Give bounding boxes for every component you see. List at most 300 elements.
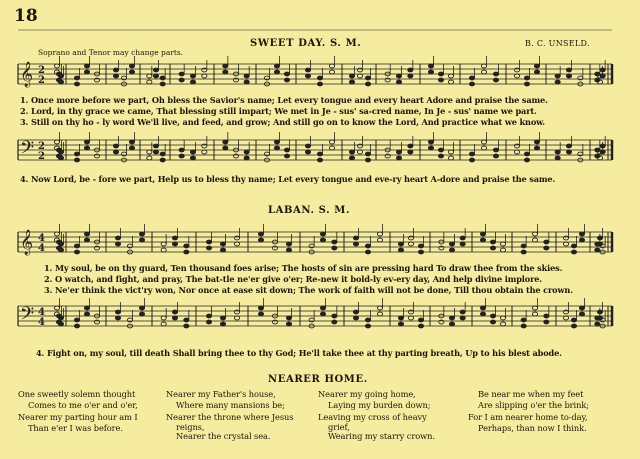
note-head <box>58 80 63 84</box>
hymn1-performance-note: Soprano and Tenor may change parts. <box>38 48 184 57</box>
note-head <box>534 140 539 144</box>
note-head <box>74 324 79 328</box>
note-head <box>493 78 498 82</box>
note-head <box>84 312 89 316</box>
note-head <box>320 232 325 236</box>
note-head <box>184 324 189 328</box>
note-head <box>500 242 505 246</box>
note-head <box>184 244 189 248</box>
note-head <box>418 244 423 248</box>
note-head <box>147 80 152 84</box>
note-head <box>595 248 600 252</box>
note-head <box>396 156 401 160</box>
note-head <box>353 242 358 246</box>
note-head <box>179 154 184 158</box>
note-head <box>398 316 403 320</box>
note-head <box>365 324 370 328</box>
note-head <box>329 146 334 150</box>
page-number: 18 <box>14 6 38 26</box>
note-head <box>190 80 195 84</box>
hymn1-verse-3: 3. Still on thy ho - ly word We'll live, and feed, and grow; And still go on to know the Lord, And practice what we know. <box>20 117 545 127</box>
note-head <box>184 250 189 254</box>
note-head <box>398 242 403 246</box>
note-head <box>428 64 433 68</box>
note-head <box>172 242 177 246</box>
note-head <box>365 82 370 86</box>
poem-line: reigns, <box>176 422 205 433</box>
poem-line: Than e'er I was before. <box>28 423 123 434</box>
poem-stanza-1 <box>18 389 138 435</box>
note-head <box>129 146 134 150</box>
note-head <box>147 74 152 78</box>
note-head <box>571 318 576 322</box>
note-head <box>595 322 600 326</box>
note-head <box>449 316 454 320</box>
note-head <box>58 242 63 246</box>
note-head <box>448 156 453 160</box>
note-head <box>223 70 228 74</box>
poem-line: For I am nearer home to-day, <box>468 411 588 422</box>
note-head <box>274 70 279 74</box>
time-signature-bottom: 2 <box>38 75 45 86</box>
note-head <box>469 152 474 156</box>
note-head <box>579 238 584 242</box>
note-head <box>305 68 310 72</box>
note-head <box>408 68 413 72</box>
note-head <box>284 78 289 82</box>
note-head <box>223 64 228 68</box>
note-head <box>571 244 576 248</box>
note-head <box>129 70 134 74</box>
note-head <box>161 242 166 246</box>
note-head <box>448 150 453 154</box>
note-head <box>58 156 63 160</box>
note-head <box>544 314 549 318</box>
note-head <box>365 158 370 162</box>
note-head <box>286 242 291 246</box>
note-head <box>566 68 571 72</box>
note-head <box>172 236 177 240</box>
note-head <box>115 242 120 246</box>
note-head <box>84 232 89 236</box>
note-head <box>153 74 158 78</box>
note-head <box>493 72 498 76</box>
note-head <box>220 248 225 252</box>
hymn1-verse-2: 2. Lord, in thy grace we came, That blessing still impart; We met in Je - sus' sa-cred name, In Je - sus' name we part. <box>20 106 537 116</box>
hymn1-composer: B. C. UNSELD. <box>525 39 590 48</box>
note-head <box>129 140 134 144</box>
note-head <box>349 80 354 84</box>
note-head <box>317 82 322 86</box>
note-head <box>332 314 337 318</box>
hymn1-verse-1: 1. Once more before we part, Oh bless the Savior's name; Let every tongue and every heart Adore and praise the same. <box>20 95 548 105</box>
note-head <box>532 238 537 242</box>
note-head <box>244 74 249 78</box>
note-head <box>58 316 63 320</box>
note-head <box>58 248 63 252</box>
note-head <box>332 246 337 250</box>
poem-line: Wearing my starry crown. <box>328 431 435 442</box>
note-head <box>438 148 443 152</box>
note-head <box>398 248 403 252</box>
note-head <box>597 236 602 240</box>
note-head <box>190 74 195 78</box>
note-head <box>139 232 144 236</box>
note-head <box>329 140 334 144</box>
note-head <box>153 144 158 148</box>
note-head <box>113 68 118 72</box>
note-head <box>365 152 370 156</box>
note-head <box>566 150 571 154</box>
note-head <box>534 64 539 68</box>
note-head <box>160 152 165 156</box>
note-head <box>206 240 211 244</box>
note-head <box>258 312 263 316</box>
note-head <box>206 246 211 250</box>
note-head <box>396 80 401 84</box>
time-signature-top: 2 <box>38 65 45 76</box>
hymn2-verse-4: 4. Fight on, my soul, till death Shall bring thee to thy God; He'll take thee at thy parting breath, Up to his blest abode. <box>36 348 562 358</box>
note-head <box>274 146 279 150</box>
note-head <box>84 238 89 242</box>
note-head <box>428 140 433 144</box>
note-head <box>365 244 370 248</box>
note-head <box>524 152 529 156</box>
hymn1-title: SWEET DAY. S. M. <box>250 38 362 49</box>
note-head <box>460 316 465 320</box>
note-head <box>579 232 584 236</box>
note-head <box>84 64 89 68</box>
poem-stanza-2 <box>166 389 293 443</box>
note-head <box>563 242 568 246</box>
poem-stanza-3 <box>318 389 435 443</box>
note-head <box>428 70 433 74</box>
note-head <box>481 140 486 144</box>
note-head <box>349 156 354 160</box>
poem-line: Nearer my parting hour am I <box>18 411 138 422</box>
note-head <box>579 306 584 310</box>
note-head <box>438 154 443 158</box>
note-head <box>179 78 184 82</box>
note-head <box>179 148 184 152</box>
note-head <box>532 232 537 236</box>
note-head <box>469 76 474 80</box>
note-head <box>161 316 166 320</box>
note-head <box>74 152 79 156</box>
note-head <box>481 146 486 150</box>
note-head <box>353 316 358 320</box>
note-head <box>161 322 166 326</box>
hymn1-verse-4: 4. Now Lord, be - fore we part, Help us to bless thy name; Let every tongue and eve-ry heart A-dore and praise the same. <box>20 174 556 184</box>
note-head <box>258 306 263 310</box>
note-head <box>258 238 263 242</box>
note-head <box>418 250 423 254</box>
note-head <box>258 232 263 236</box>
note-head <box>532 306 537 310</box>
note-head <box>153 150 158 154</box>
note-head <box>418 318 423 322</box>
note-head <box>521 318 526 322</box>
treble-clef: 𝄞 <box>20 62 34 87</box>
note-head <box>449 322 454 326</box>
note-head <box>500 316 505 320</box>
poem-line: Laying my burden down; <box>328 400 431 411</box>
note-head <box>305 74 310 78</box>
note-head <box>223 146 228 150</box>
note-head <box>74 82 79 86</box>
note-head <box>317 76 322 80</box>
note-head <box>274 64 279 68</box>
note-head <box>202 74 207 78</box>
note-head <box>220 316 225 320</box>
note-head <box>353 310 358 314</box>
note-head <box>320 312 325 316</box>
note-head <box>500 322 505 326</box>
note-head <box>329 64 334 68</box>
note-head <box>139 306 144 310</box>
note-head <box>480 232 485 236</box>
poem-line: One sweetly solemn thought <box>18 389 136 399</box>
note-head <box>408 144 413 148</box>
note-head <box>317 152 322 156</box>
note-head <box>534 70 539 74</box>
note-head <box>571 324 576 328</box>
note-head <box>179 72 184 76</box>
note-head <box>74 76 79 80</box>
note-head <box>521 250 526 254</box>
note-head <box>84 70 89 74</box>
note-head <box>317 158 322 162</box>
note-head <box>202 150 207 154</box>
note-head <box>521 324 526 328</box>
note-head <box>357 74 362 78</box>
note-head <box>408 242 413 246</box>
note-head <box>244 150 249 154</box>
note-head <box>438 78 443 82</box>
note-head <box>115 310 120 314</box>
note-head <box>490 246 495 250</box>
note-head <box>184 318 189 322</box>
poem-line: Nearer the throne where Jesus <box>166 411 294 422</box>
note-head <box>481 64 486 68</box>
note-head <box>418 324 423 328</box>
note-head <box>305 150 310 154</box>
hymn2-verse-3: 3. Ne'er think the vict'ry won, Nor once at ease sit down; The work of faith will not be done, Till thou obtain the crown. <box>44 285 573 295</box>
note-head <box>160 82 165 86</box>
note-head <box>449 242 454 246</box>
note-head <box>160 158 165 162</box>
note-head <box>544 320 549 324</box>
note-head <box>206 314 211 318</box>
note-head <box>357 150 362 154</box>
note-head <box>460 310 465 314</box>
note-head <box>54 306 59 310</box>
note-head <box>84 306 89 310</box>
note-head <box>284 154 289 158</box>
note-head <box>544 240 549 244</box>
note-head <box>329 70 334 74</box>
note-head <box>398 322 403 326</box>
note-head <box>161 248 166 252</box>
poem-stanza-4 <box>468 389 589 435</box>
note-head <box>160 76 165 80</box>
note-head <box>332 240 337 244</box>
note-head <box>544 246 549 250</box>
note-head <box>377 238 382 242</box>
note-head <box>493 154 498 158</box>
note-head <box>234 242 239 246</box>
note-head <box>449 248 454 252</box>
note-head <box>284 148 289 152</box>
note-head <box>54 232 59 236</box>
note-head <box>84 140 89 144</box>
note-head <box>244 80 249 84</box>
note-head <box>524 76 529 80</box>
note-head <box>563 316 568 320</box>
note-head <box>428 146 433 150</box>
note-head <box>320 238 325 242</box>
note-head <box>286 316 291 320</box>
note-head <box>555 150 560 154</box>
note-head <box>480 312 485 316</box>
note-head <box>490 320 495 324</box>
poem-line: Nearer my Father's house, <box>166 389 276 399</box>
note-head <box>469 158 474 162</box>
poem-line: Nearer the crystal sea. <box>176 431 271 442</box>
note-head <box>320 306 325 310</box>
note-head <box>532 312 537 316</box>
note-head <box>274 140 279 144</box>
poem-line: Are slipping o'er the brink; <box>478 400 589 411</box>
note-head <box>408 316 413 320</box>
note-head <box>206 320 211 324</box>
note-head <box>153 68 158 72</box>
note-head <box>58 322 63 326</box>
time-signature-top: 4 <box>38 307 45 318</box>
note-head <box>54 64 59 68</box>
note-head <box>500 248 505 252</box>
note-head <box>566 74 571 78</box>
note-head <box>113 144 118 148</box>
note-head <box>490 240 495 244</box>
note-head <box>220 242 225 246</box>
note-head <box>365 318 370 322</box>
note-head <box>469 82 474 86</box>
note-head <box>190 156 195 160</box>
hymn2-title: LABAN. S. M. <box>268 205 351 216</box>
poem-line: Perhaps, than now I think. <box>478 423 587 434</box>
note-head <box>448 74 453 78</box>
note-head <box>396 74 401 78</box>
note-head <box>571 250 576 254</box>
poem-title: NEARER HOME. <box>268 374 368 385</box>
note-head <box>480 306 485 310</box>
time-signature-top: 4 <box>38 233 45 244</box>
note-head <box>223 140 228 144</box>
note-head <box>172 310 177 314</box>
note-head <box>234 316 239 320</box>
note-head <box>58 74 63 78</box>
note-head <box>115 236 120 240</box>
note-head <box>524 82 529 86</box>
note-head <box>600 150 605 154</box>
note-head <box>481 70 486 74</box>
note-head <box>408 74 413 78</box>
note-head <box>460 236 465 240</box>
note-head <box>305 144 310 148</box>
poem-line: Be near me when my feet <box>478 389 584 399</box>
note-head <box>566 144 571 148</box>
note-head <box>147 156 152 160</box>
note-head <box>115 316 120 320</box>
note-head <box>480 238 485 242</box>
note-head <box>147 150 152 154</box>
note-head <box>514 74 519 78</box>
treble-clef: 𝄞 <box>20 230 34 255</box>
note-head <box>113 150 118 154</box>
poem-line: grief, <box>328 422 350 433</box>
note-head <box>438 72 443 76</box>
note-head <box>493 148 498 152</box>
hymn2-verse-1: 1. My soul, be on thy guard, Ten thousand foes arise; The hosts of sin are pressing hard To draw thee from the skies. <box>44 263 563 273</box>
note-head <box>332 320 337 324</box>
note-head <box>129 64 134 68</box>
note-head <box>353 236 358 240</box>
note-head <box>74 318 79 322</box>
note-head <box>555 156 560 160</box>
note-head <box>597 310 602 314</box>
poem-line: Nearer my going home, <box>318 389 416 399</box>
hymn2-verse-2: 2. O watch, and fight, and pray, The bat-tle ne'er give o'er; Re-new it bold-ly ev-ery day, And help divine implore. <box>44 274 542 284</box>
note-head <box>286 248 291 252</box>
note-head <box>58 150 63 154</box>
note-head <box>377 312 382 316</box>
note-head <box>521 244 526 248</box>
bass-clef: 𝄢 <box>20 138 35 163</box>
note-head <box>220 322 225 326</box>
note-head <box>74 244 79 248</box>
note-head <box>286 322 291 326</box>
note-head <box>490 314 495 318</box>
note-head <box>460 242 465 246</box>
note-head <box>113 74 118 78</box>
note-head <box>244 156 249 160</box>
note-head <box>524 158 529 162</box>
note-head <box>365 250 370 254</box>
note-head <box>600 68 605 72</box>
time-signature-bottom: 2 <box>38 151 45 162</box>
note-head <box>84 146 89 150</box>
note-head <box>448 80 453 84</box>
note-head <box>555 74 560 78</box>
note-head <box>172 316 177 320</box>
note-head <box>54 140 59 144</box>
note-head <box>139 312 144 316</box>
note-head <box>377 232 382 236</box>
note-head <box>600 74 605 78</box>
note-head <box>514 150 519 154</box>
note-head <box>349 150 354 154</box>
time-signature-bottom: 4 <box>38 243 45 254</box>
note-head <box>555 80 560 84</box>
note-head <box>190 150 195 154</box>
note-head <box>377 306 382 310</box>
poem-line: Where many mansions be; <box>176 400 285 411</box>
note-head <box>74 250 79 254</box>
bass-clef: 𝄢 <box>20 304 35 329</box>
poem-line: Leaving my cross of heavy <box>318 411 427 422</box>
note-head <box>139 238 144 242</box>
